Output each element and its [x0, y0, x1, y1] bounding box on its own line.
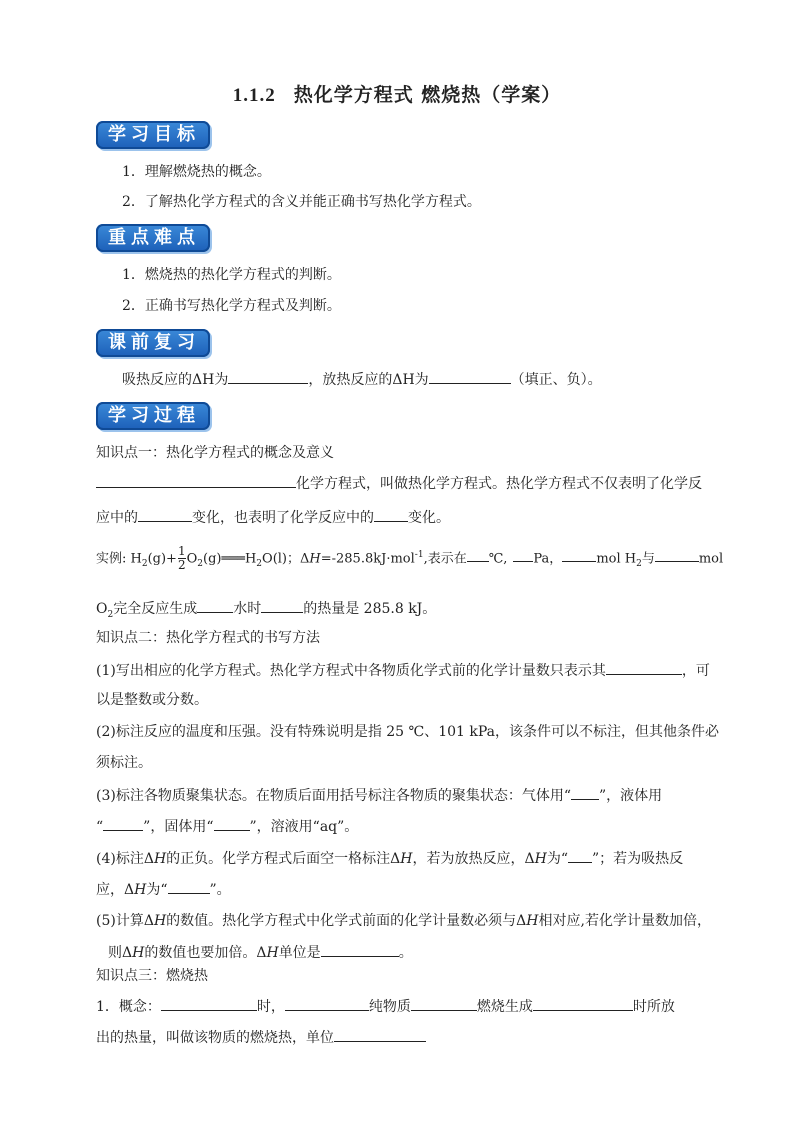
goal-item-2: 2．了解热化学方程式的含义并能正确书写热化学方程式。 — [122, 194, 481, 210]
blank[interactable] — [533, 996, 633, 1011]
subscript: 2 — [107, 609, 114, 620]
text: 的热量是 285.8 kJ。 — [303, 601, 437, 617]
text: H — [400, 851, 413, 867]
k1-example — [96, 544, 724, 574]
goal-item-1: 1．理解燃烧热的概念。 — [122, 164, 271, 180]
text: 1．概念： — [96, 999, 161, 1015]
text: 变化。 — [408, 510, 450, 526]
text: 。 — [398, 945, 413, 961]
review-question — [122, 369, 732, 390]
text: 为“ — [546, 851, 569, 867]
text: ”，液体用 — [599, 788, 663, 804]
k2-heading: 知识点二：热化学方程式的书写方法 — [96, 630, 320, 646]
blank[interactable] — [321, 942, 399, 957]
k1-line-2 — [96, 507, 706, 528]
blank[interactable] — [214, 816, 250, 831]
text: H — [134, 882, 147, 898]
blank[interactable] — [138, 507, 192, 522]
blank[interactable] — [562, 547, 596, 562]
review-text-b: ，放热反应的ΔH为 — [308, 372, 429, 388]
k1-heading: 知识点一：热化学方程式的概念及意义 — [96, 445, 334, 461]
subscript: 2 — [141, 558, 148, 569]
text: (4)标注Δ — [96, 851, 154, 867]
blank[interactable] — [103, 816, 143, 831]
subscript: 2 — [256, 558, 263, 569]
text: O(l)；Δ — [262, 551, 310, 567]
k2-p1 — [96, 660, 710, 681]
title-text: 热化学方程式 燃烧热（学案） — [293, 84, 562, 106]
text: 单位是 — [278, 945, 321, 961]
keypoint-item-1: 1．燃烧热的热化学方程式的判断。 — [122, 267, 341, 283]
text: 时， — [256, 999, 285, 1015]
text: (5)计算Δ — [96, 913, 154, 929]
text: 为“ — [146, 882, 168, 898]
text: 应，Δ — [96, 882, 135, 898]
text: 纯物质 — [368, 999, 411, 1015]
text: 则Δ — [108, 945, 133, 961]
blank[interactable] — [655, 547, 699, 562]
text: O — [96, 601, 108, 617]
text: mol H — [596, 551, 637, 567]
blank[interactable] — [467, 547, 489, 562]
text: 相对应,若化学计量数加倍， — [538, 913, 711, 929]
text: =-285.8kJ·mol — [320, 551, 415, 567]
text: H — [309, 551, 321, 567]
subscript: 2 — [636, 558, 642, 569]
blank[interactable] — [568, 848, 592, 863]
section-badge-review: 课前复习 — [96, 329, 210, 357]
text: 的正负。化学方程式后面空一格标注Δ — [166, 851, 401, 867]
section-badge-process: 学习过程 — [96, 402, 210, 430]
blank[interactable] — [228, 369, 308, 384]
text: mol — [698, 551, 724, 567]
text: (g)+ — [147, 551, 177, 567]
text: ”。 — [209, 882, 231, 898]
text: H — [153, 851, 167, 867]
k2-p2: (2)标注反应的温度和压强。没有特殊说明是指 25 ℃、101 kPa，该条件可以不标注，但其他条件必 — [96, 724, 719, 740]
review-text-a: 吸热反应的ΔH为 — [122, 372, 229, 388]
text: 实例: H — [96, 551, 142, 567]
blank[interactable] — [513, 547, 533, 562]
k2-p1-cont: 以是整数或分数。 — [96, 692, 208, 708]
text: H — [534, 851, 547, 867]
k3-line-2 — [96, 1027, 706, 1048]
text: 燃烧生成 — [476, 999, 533, 1015]
k2-p4-cont — [96, 879, 706, 900]
fraction — [178, 545, 186, 572]
section-badge-goals: 学习目标 — [96, 121, 210, 149]
text: ”；若为吸热反 — [592, 851, 684, 867]
blank[interactable] — [606, 660, 682, 675]
page-title — [0, 80, 794, 107]
k3-heading: 知识点三：燃烧热 — [96, 968, 208, 984]
text: 完全反应生成 — [113, 601, 198, 617]
k2-p3-cont — [96, 816, 706, 837]
text: H — [526, 913, 539, 929]
text: ”，溶液用“aq”。 — [249, 819, 359, 835]
blank[interactable] — [261, 598, 303, 613]
text: 出的热量，叫做该物质的燃烧热，单位 — [96, 1030, 334, 1046]
text: (g)═══H — [203, 551, 257, 567]
text: 变化，也表明了化学反应中的 — [192, 510, 374, 526]
fraction-numerator: 1 — [177, 544, 186, 559]
text: ,表示在 — [423, 551, 467, 567]
text: O — [186, 551, 198, 567]
text: ”，固体用“ — [143, 819, 214, 835]
text: Pa， — [533, 551, 563, 567]
k1-line-4 — [96, 598, 706, 625]
k1-text: 化学方程式，叫做热化学方程式。热化学方程式不仅表明了化学反 — [296, 476, 702, 492]
k1-line-1 — [96, 473, 706, 494]
text: H — [153, 913, 167, 929]
blank[interactable] — [429, 369, 511, 384]
text: ，可 — [681, 663, 710, 679]
text: 水时 — [233, 601, 262, 617]
text: (3)标注各物质聚集状态。在物质后面用括号标注各物质的聚集状态：气体用“ — [96, 788, 571, 804]
keypoint-item-2: 2．正确书写热化学方程式及判断。 — [122, 298, 341, 314]
text: 的数值。热化学方程式中化学式前面的化学计量数必须与Δ — [166, 913, 527, 929]
text: 应中的 — [96, 510, 138, 526]
review-text-c: （填正、负）。 — [510, 372, 602, 388]
blank[interactable] — [161, 996, 257, 1011]
blank[interactable] — [285, 996, 369, 1011]
k2-p4 — [96, 848, 706, 869]
text: H — [132, 945, 145, 961]
fraction-denominator: 2 — [177, 558, 186, 573]
blank[interactable] — [334, 1027, 426, 1042]
text: 的数值也要加倍。Δ — [144, 945, 267, 961]
section-badge-keypoints: 重点难点 — [96, 224, 210, 252]
text: H — [266, 945, 279, 961]
text: (1)写出相应的化学方程式。热化学方程式中各物质化学式前的化学计量数只表示其 — [96, 663, 606, 679]
blank[interactable] — [571, 785, 599, 800]
k3-line-1 — [96, 996, 706, 1017]
blank[interactable] — [411, 996, 477, 1011]
title-number: 1.1.2 — [232, 85, 276, 106]
subscript: 2 — [197, 558, 203, 569]
k2-p3 — [96, 785, 706, 806]
text: 与 — [641, 551, 655, 567]
blank[interactable] — [96, 473, 296, 488]
text: ，若为放热反应，Δ — [412, 851, 535, 867]
text: ℃, — [488, 551, 508, 567]
k2-p5-cont — [108, 942, 718, 963]
k2-p2-cont: 须标注。 — [96, 755, 152, 771]
blank[interactable] — [197, 598, 233, 613]
text: 时所放 — [632, 999, 675, 1015]
blank[interactable] — [168, 879, 210, 894]
text: “ — [96, 819, 104, 835]
k2-p5 — [96, 911, 711, 931]
superscript: -1 — [414, 550, 424, 560]
blank[interactable] — [374, 507, 408, 522]
